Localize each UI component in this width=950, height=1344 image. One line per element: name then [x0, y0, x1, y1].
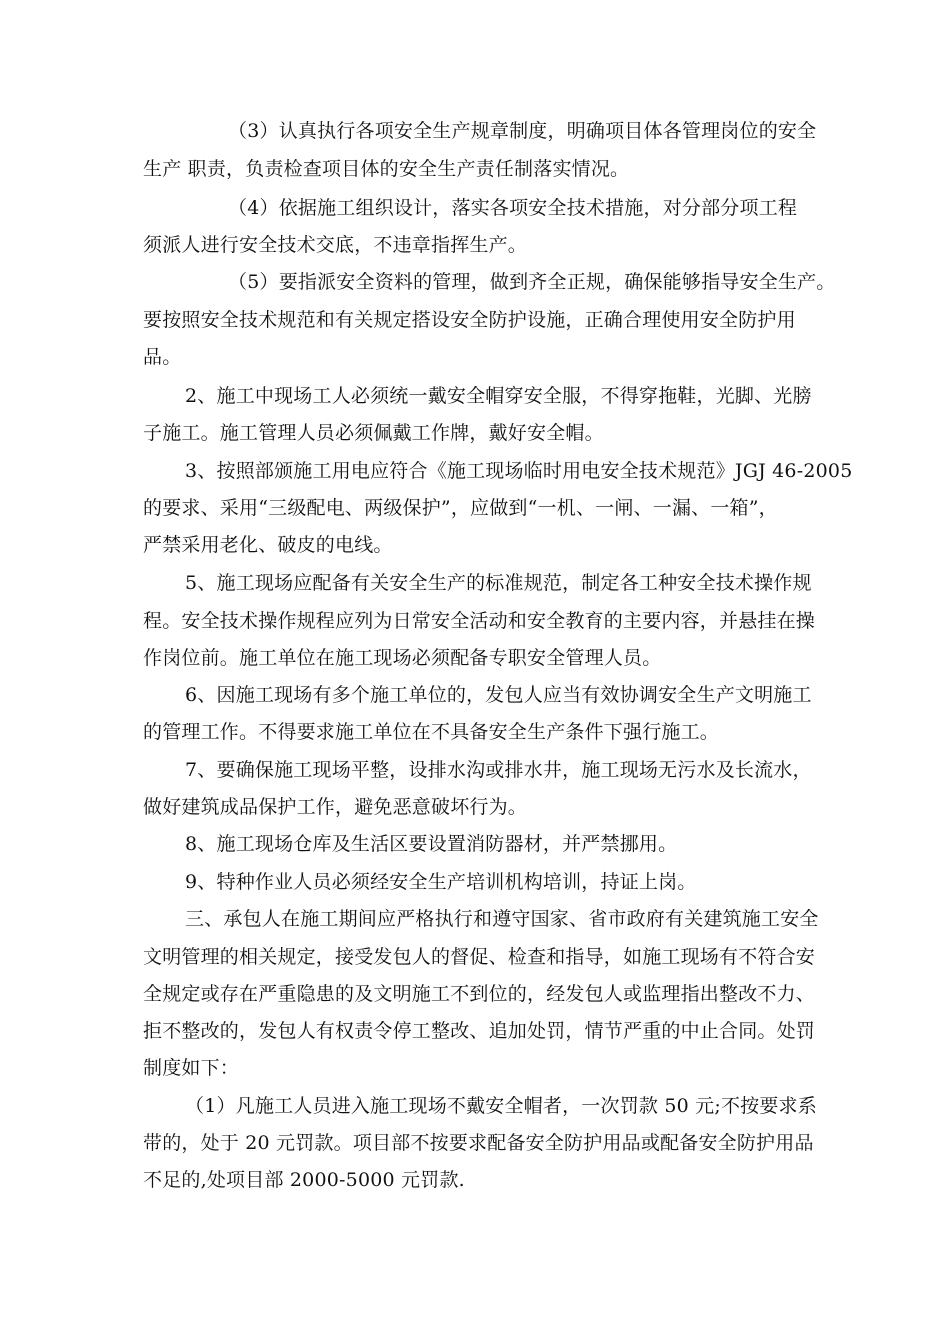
paragraph-line: 制度如下：	[143, 1057, 240, 1079]
paragraph-line: 8、施工现场仓库及生活区要设置消防器材，并严禁挪用。	[185, 833, 678, 855]
paragraph-line: 子施工。施工管理人员必须佩戴工作牌，戴好安全帽。	[143, 422, 604, 444]
paragraph-line: 带的，处于 20 元罚款。项目部不按要求配备安全防护用品或配备安全防护用品	[143, 1132, 814, 1154]
paragraph-line: 2、施工中现场工人必须统一戴安全帽穿安全服，不得穿拖鞋，光脚、光膀	[185, 385, 812, 407]
paragraph-line: 文明管理的相关规定，接受发包人的督促、检查和指导，如施工现场有不符合安	[143, 946, 816, 968]
paragraph-line: （3）认真执行各项安全生产规章制度，明确项目体各管理岗位的安全	[228, 120, 817, 142]
paragraph-line: 作岗位前。施工单位在施工现场必须配备专职安全管理人员。	[143, 647, 662, 669]
paragraph-line: （1）凡施工人员进入施工现场不戴安全帽者，一次罚款 50 元;不按要求系	[185, 1095, 817, 1117]
paragraph-line: 全规定或存在严重隐患的及文明施工不到位的，经发包人或监理指出整改不力、	[143, 983, 816, 1005]
paragraph-line: （4）依据施工组织设计，落实各项安全技术措施，对分部分项工程	[228, 197, 798, 219]
paragraph-line: 5、施工现场应配备有关安全生产的标准规范，制定各工种安全技术操作规	[185, 572, 812, 594]
paragraph-line: 不足的,处项目部 2000-5000 元罚款.	[143, 1169, 465, 1191]
paragraph-line: 6、因施工现场有多个施工单位的，发包人应当有效协调安全生产文明施工	[185, 684, 812, 706]
paragraph-line: 要按照安全技术规范和有关规定搭设安全防护设施，正确合理使用安全防护用	[143, 309, 796, 331]
paragraph-line: 9、特种作业人员必须经安全生产培训机构培训，持证上岗。	[185, 871, 697, 893]
paragraph-line: 严禁采用老化、破皮的电线。	[143, 534, 393, 556]
paragraph-line: 做好建筑成品保护工作，避免恶意破坏行为。	[143, 796, 528, 818]
paragraph-line: 7、要确保施工现场平整，设排水沟或排水井，施工现场无污水及长流水，	[185, 759, 812, 781]
paragraph-line: 的要求、采用“三级配电、两级保护”，应做到“一机、一闸、一漏、一箱”，	[143, 497, 778, 519]
paragraph-line: 的管理工作。不得要求施工单位在不具备安全生产条件下强行施工。	[143, 721, 720, 743]
paragraph-line: 三、承包人在施工期间应严格执行和遵守国家、省市政府有关建筑施工安全	[185, 908, 819, 930]
paragraph-line: 3、按照部颁施工用电应符合《施工现场临时用电安全技术规范》JGJ 46-2005	[185, 460, 853, 482]
paragraph-line: 须派人进行安全技术交底，不违章指挥生产。	[143, 234, 528, 256]
paragraph-line: 程。安全技术操作规程应列为日常安全活动和安全教育的主要内容，并悬挂在操	[143, 610, 816, 632]
paragraph-line: 拒不整改的，发包人有权责令停工整改、追加处罚，情节严重的中止合同。处罚	[143, 1020, 816, 1042]
paragraph-line: 品。	[143, 346, 182, 368]
paragraph-line: （5）要指派安全资料的管理，做到齐全正规，确保能够指导安全生产。	[228, 271, 836, 293]
paragraph-line: 生产 职责，负责检查项目体的安全生产责任制落实情况。	[143, 158, 630, 180]
